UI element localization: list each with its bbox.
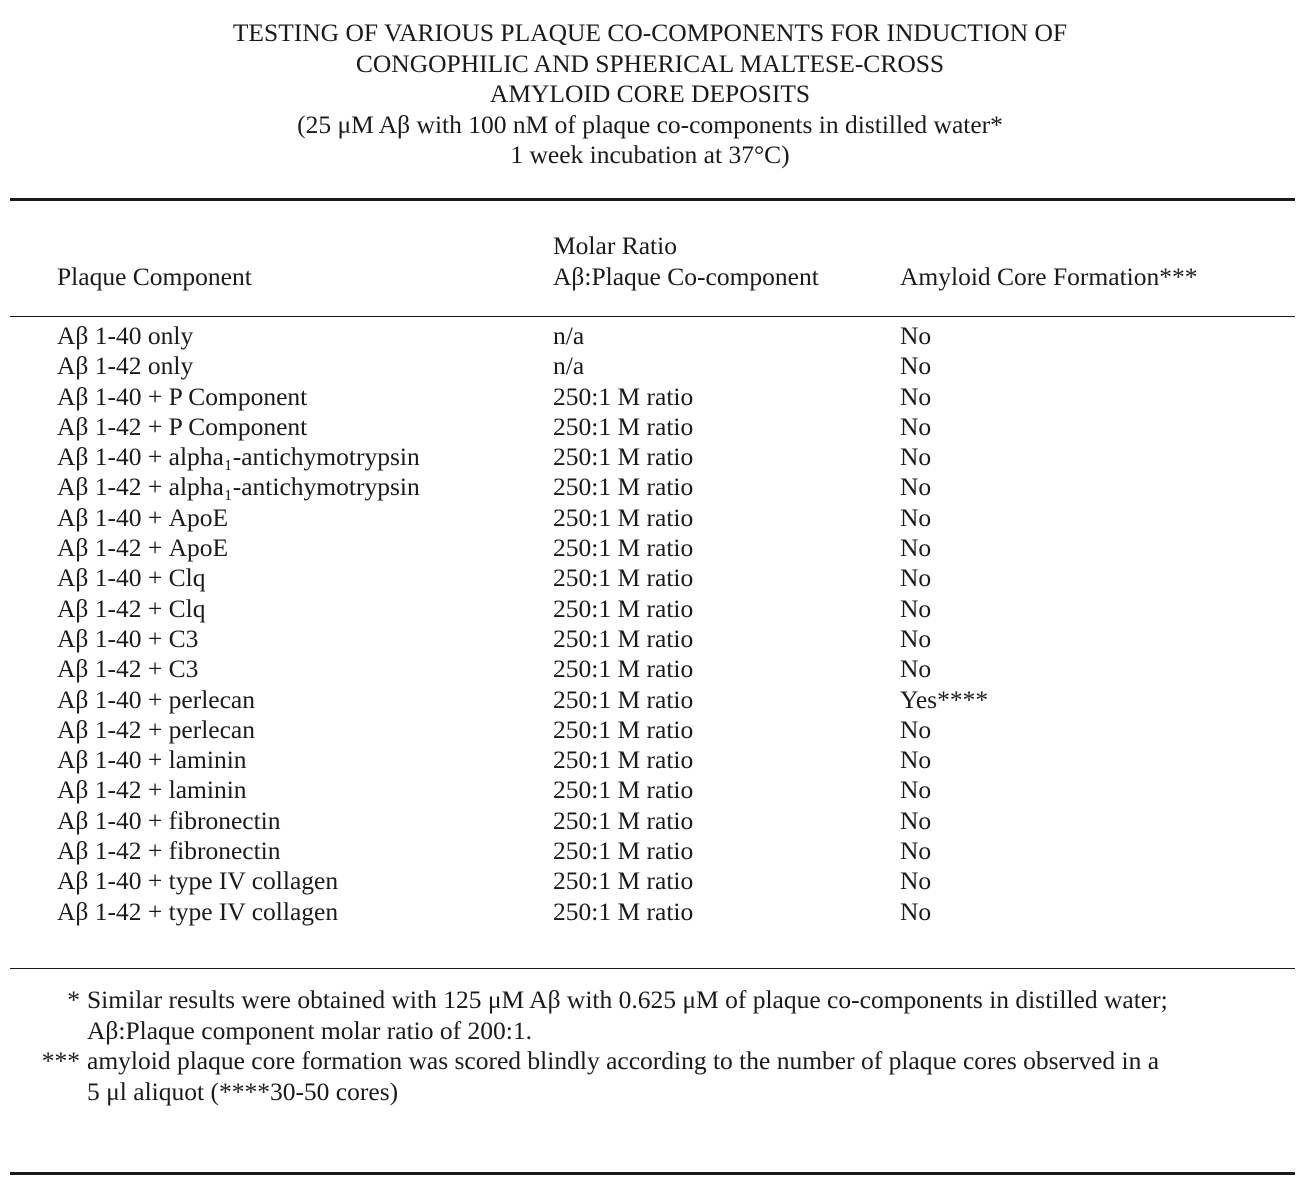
cell-molar-ratio: 250:1 M ratio (553, 472, 694, 502)
cell-plaque-component: Aβ 1-40 + P Component (57, 381, 308, 411)
footnote-line: Similar results were obtained with 125 μM Aβ with 0.625 μM of plaque co-components in distilled water; (87, 985, 1168, 1014)
top-rule (10, 198, 1295, 201)
cell-molar-ratio: 250:1 M ratio (553, 502, 694, 532)
cell-plaque-component: Aβ 1-42 + type IV collagen (57, 896, 339, 926)
cell-core-formation: No (900, 805, 932, 835)
cell-core-formation: No (900, 593, 932, 623)
cell-core-formation: No (900, 381, 932, 411)
cell-molar-ratio: 250:1 M ratio (553, 684, 694, 714)
cell-core-formation: No (900, 775, 932, 805)
table-row (0, 745, 1300, 775)
cell-plaque-component: Aβ 1-42 + fibronectin (57, 836, 281, 866)
cell-molar-ratio: 250:1 M ratio (553, 411, 694, 441)
table-row (0, 624, 1300, 654)
cell-molar-ratio: 250:1 M ratio (553, 714, 694, 744)
footnote-line: Aβ:Plaque component molar ratio of 200:1. (87, 1015, 532, 1045)
table-row (0, 503, 1300, 533)
footnote (0, 1046, 1300, 1107)
cell-core-formation: No (900, 836, 932, 866)
table-row (0, 866, 1300, 896)
cell-molar-ratio: 250:1 M ratio (553, 593, 694, 623)
cell-core-formation: No (900, 351, 932, 381)
cell-core-formation: No (900, 654, 932, 684)
body-bottom-rule (10, 968, 1295, 969)
footnotes (0, 985, 1300, 1107)
footnote-line: amyloid plaque core formation was scored blindly according to the number of plaque cores observed in a (87, 1046, 1160, 1075)
cell-plaque-component: Aβ 1-40 + C3 (57, 623, 199, 653)
table-row (0, 836, 1300, 866)
cell-core-formation: No (900, 623, 932, 653)
cell-plaque-component: Aβ 1-40 + laminin (57, 745, 247, 775)
cell-plaque-component: Aβ 1-40 only (57, 321, 194, 350)
header-molar-ratio-line2: Aβ:Plaque Co-component (553, 261, 819, 291)
table-row (0, 412, 1300, 442)
cell-plaque-component: Aβ 1-42 + P Component (57, 411, 308, 441)
cell-molar-ratio: 250:1 M ratio (553, 866, 694, 896)
cell-core-formation: No (900, 472, 932, 502)
table-row (0, 654, 1300, 684)
cell-plaque-component: Aβ 1-42 + laminin (57, 775, 247, 805)
cell-core-formation: No (900, 533, 932, 563)
cell-core-formation: Yes**** (900, 684, 989, 714)
cell-core-formation: No (900, 321, 932, 350)
title-line: (25 μM Aβ with 100 nM of plaque co-components in distilled water* (297, 109, 1003, 139)
header-molar-ratio (553, 231, 819, 292)
cell-core-formation: No (900, 563, 932, 593)
table-row (0, 563, 1300, 593)
table-row (0, 715, 1300, 745)
cell-plaque-component: Aβ 1-40 + fibronectin (57, 805, 281, 835)
cell-core-formation: No (900, 411, 932, 441)
title-line: AMYLOID CORE DEPOSITS (489, 79, 811, 108)
footnote (0, 985, 1300, 1046)
cell-molar-ratio: 250:1 M ratio (553, 896, 694, 926)
cell-plaque-component: Aβ 1-40 + type IV collagen (57, 866, 339, 896)
cell-molar-ratio: 250:1 M ratio (553, 745, 694, 775)
cell-core-formation: No (900, 866, 932, 896)
cell-core-formation: No (900, 896, 932, 926)
table-title (0, 18, 1300, 171)
cell-core-formation: No (900, 442, 932, 472)
cell-plaque-component: Aβ 1-42 only (57, 351, 194, 381)
title-line: TESTING OF VARIOUS PLAQUE CO-COMPONENTS FOR INDUCTION OF (232, 18, 1068, 47)
cell-molar-ratio: 250:1 M ratio (553, 563, 694, 593)
table-row (0, 472, 1300, 502)
cell-molar-ratio: 250:1 M ratio (553, 533, 694, 563)
title-line: 1 week incubation at 37°C) (510, 140, 790, 169)
table-body (0, 321, 1300, 927)
cell-plaque-component: Aβ 1-42 + Clq (57, 593, 206, 623)
cell-molar-ratio: 250:1 M ratio (553, 654, 694, 684)
cell-molar-ratio: 250:1 M ratio (553, 381, 694, 411)
table-row (0, 533, 1300, 563)
table-row (0, 442, 1300, 472)
header-molar-ratio-line1: Molar Ratio (553, 231, 677, 260)
table-row (0, 321, 1300, 351)
table-row (0, 897, 1300, 927)
table-row (0, 685, 1300, 715)
table-row (0, 382, 1300, 412)
cell-plaque-component: Aβ 1-40 + perlecan (57, 684, 255, 714)
table-row (0, 351, 1300, 381)
cell-plaque-component: Aβ 1-42 + perlecan (57, 714, 255, 744)
header-plaque-component: Plaque Component (57, 262, 252, 291)
cell-molar-ratio: n/a (553, 351, 585, 381)
cell-molar-ratio: 250:1 M ratio (553, 836, 694, 866)
cell-core-formation: No (900, 502, 932, 532)
cell-core-formation: No (900, 714, 932, 744)
cell-core-formation: No (900, 745, 932, 775)
cell-plaque-component: Aβ 1-40 + Clq (57, 563, 206, 593)
footnote-mark: * (67, 985, 80, 1014)
cell-plaque-component: Aβ 1-42 + alpha₁-antichymotrypsin (57, 472, 420, 502)
table-row (0, 806, 1300, 836)
cell-plaque-component: Aβ 1-40 + alpha₁-antichymotrypsin (57, 442, 420, 472)
title-line: CONGOPHILIC AND SPHERICAL MALTESE-CROSS (355, 48, 945, 78)
cell-molar-ratio: n/a (553, 321, 585, 350)
cell-plaque-component: Aβ 1-42 + C3 (57, 654, 199, 684)
cell-plaque-component: Aβ 1-42 + ApoE (57, 533, 229, 563)
table-row (0, 594, 1300, 624)
cell-molar-ratio: 250:1 M ratio (553, 775, 694, 805)
header-amyloid-core-formation: Amyloid Core Formation*** (900, 262, 1198, 291)
header-rule (10, 316, 1295, 317)
table-row (0, 775, 1300, 805)
cell-molar-ratio: 250:1 M ratio (553, 805, 694, 835)
footnote-mark: *** (41, 1046, 80, 1075)
bottom-rule (10, 1172, 1295, 1175)
footnote-line: 5 μl aliquot (****30-50 cores) (87, 1076, 399, 1106)
cell-molar-ratio: 250:1 M ratio (553, 623, 694, 653)
cell-plaque-component: Aβ 1-40 + ApoE (57, 502, 229, 532)
cell-molar-ratio: 250:1 M ratio (553, 442, 694, 472)
